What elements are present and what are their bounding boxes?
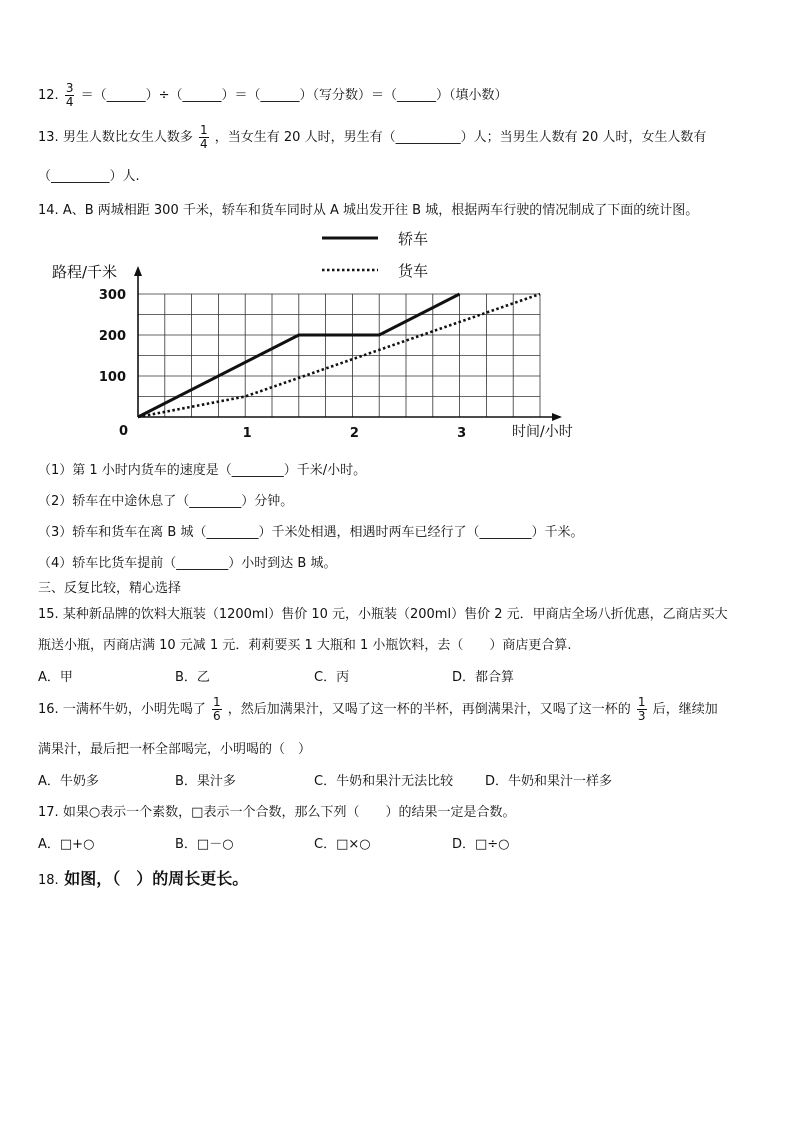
q17-option-c[interactable]: C．□×○	[314, 837, 371, 852]
x-axis-arrow-icon	[552, 413, 562, 421]
q13-fraction: $\frac{1}{4}$	[199, 123, 208, 151]
q12	[38, 78, 508, 114]
x-tick-label: 1	[242, 426, 252, 441]
q15-option-d[interactable]: D．都合算	[452, 670, 515, 685]
legend-label-truck: 货车	[398, 262, 429, 280]
q18-line	[38, 866, 248, 889]
q14-sub3: （3）轿车和货车在离 B 城（________）千米处相遇，相遇时两车已经行了（________）千米。	[38, 525, 584, 540]
q17-line1	[38, 801, 515, 820]
distance-time-chart	[0, 222, 794, 452]
q16-text-b: ，然后加满果汁，又喝了这一杯的半杯，再倒满果汁，又喝了这一杯的	[227, 702, 631, 717]
q16-number: 16.	[38, 702, 59, 717]
x-axis-label: 时间/小时	[512, 424, 573, 440]
q17-text: 如果○表示一个素数，□表示一个合数，那么下列（ ）的结果一定是合数。	[62, 805, 516, 820]
q15-text: 某种新品牌的饮料大瓶装（1200ml）售价 10 元，小瓶装（200ml）售价 2 元．甲商店全场八折优惠，乙商店买大	[62, 607, 728, 622]
y-tick-label: 200	[98, 329, 126, 344]
q14-sub4: （4）轿车比货车提前（________）小时到达 B 城。	[38, 556, 337, 571]
q17-option-d[interactable]: D．□÷○	[452, 837, 510, 852]
q14-text: A、B 两城相距 300 千米，轿车和货车同时从 A 城出发开往 B 城，根据两车行驶的情况制成了下面的统计图。	[62, 203, 699, 218]
q12-fraction: $\frac{3}{4}$	[65, 81, 74, 109]
q13-number: 13.	[38, 130, 59, 145]
q15-number: 15.	[38, 607, 59, 622]
q16-option-d[interactable]: D．牛奶和果汁一样多	[485, 774, 613, 789]
q15-option-a[interactable]: A．甲	[38, 670, 73, 685]
legend-label-car: 轿车	[398, 230, 429, 248]
q18-number: 18.	[38, 873, 59, 888]
q17-option-a[interactable]: A．□+○	[38, 837, 95, 852]
x-tick-label: 3	[457, 426, 467, 441]
y-tick-label: 100	[98, 370, 126, 385]
q16-option-c[interactable]: C．牛奶和果汁无法比较	[314, 774, 454, 789]
q17-option-b[interactable]: B．□－○	[175, 837, 234, 852]
y-tick-label: 300	[98, 288, 126, 303]
q14-sub2: （2）轿车在中途休息了（________）分钟。	[38, 494, 294, 509]
q12-text: ＝（______）÷（______）＝（______）（写分数）＝（______）（填小数）	[80, 88, 508, 103]
q13-text-b: ，当女生有 20 人时，男生有（__________）人；当男生人数有 20 人时，女生人数有	[214, 130, 707, 145]
chart-legend	[322, 230, 428, 280]
q12-number: 12.	[38, 88, 59, 103]
chart-grid	[138, 294, 540, 417]
q13-text-a: 男生人数比女生人数多	[62, 130, 193, 145]
q16-line2: 满果汁，最后把一杯全部喝完，小明喝的（ ）	[38, 742, 312, 757]
q15-line2: 瓶送小瓶，丙商店满 10 元减 1 元．莉莉要买 1 大瓶和 1 小瓶饮料，去（ ）商店更合算.	[38, 638, 572, 653]
section-title: 三、反复比较，精心选择	[38, 581, 182, 596]
origin-label: 0	[119, 424, 129, 439]
q16-fraction-1: $\frac{1}{6}$	[212, 695, 221, 723]
q15-option-c[interactable]: C．丙	[314, 670, 350, 685]
q16-option-b[interactable]: B．果汁多	[175, 774, 236, 789]
q13-line2: （_________）人.	[38, 169, 140, 184]
q16-fraction-2: $\frac{1}{3}$	[637, 695, 646, 723]
q13-line1	[38, 120, 706, 156]
x-tick-label: 2	[349, 426, 359, 441]
q15-line1	[38, 603, 728, 622]
q16-line1	[38, 692, 718, 728]
q14-number: 14.	[38, 203, 59, 218]
q16-text-a: 一满杯牛奶，小明先喝了	[62, 702, 206, 717]
q18-text: 如图，（ ）的周长更长。	[64, 869, 249, 888]
chart-ticks	[99, 288, 466, 441]
q17-number: 17.	[38, 805, 59, 820]
chart-axes	[52, 263, 573, 440]
q15-option-b[interactable]: B．乙	[175, 670, 210, 685]
q14-line1	[38, 199, 698, 218]
y-axis-arrow-icon	[134, 266, 142, 276]
y-axis-label: 路程/千米	[52, 263, 118, 281]
q14-sub1: （1）第 1 小时内货车的速度是（________）千米/小时。	[38, 463, 367, 478]
q16-text-c: 后，继续加	[652, 702, 718, 717]
q16-option-a[interactable]: A．牛奶多	[38, 774, 99, 789]
